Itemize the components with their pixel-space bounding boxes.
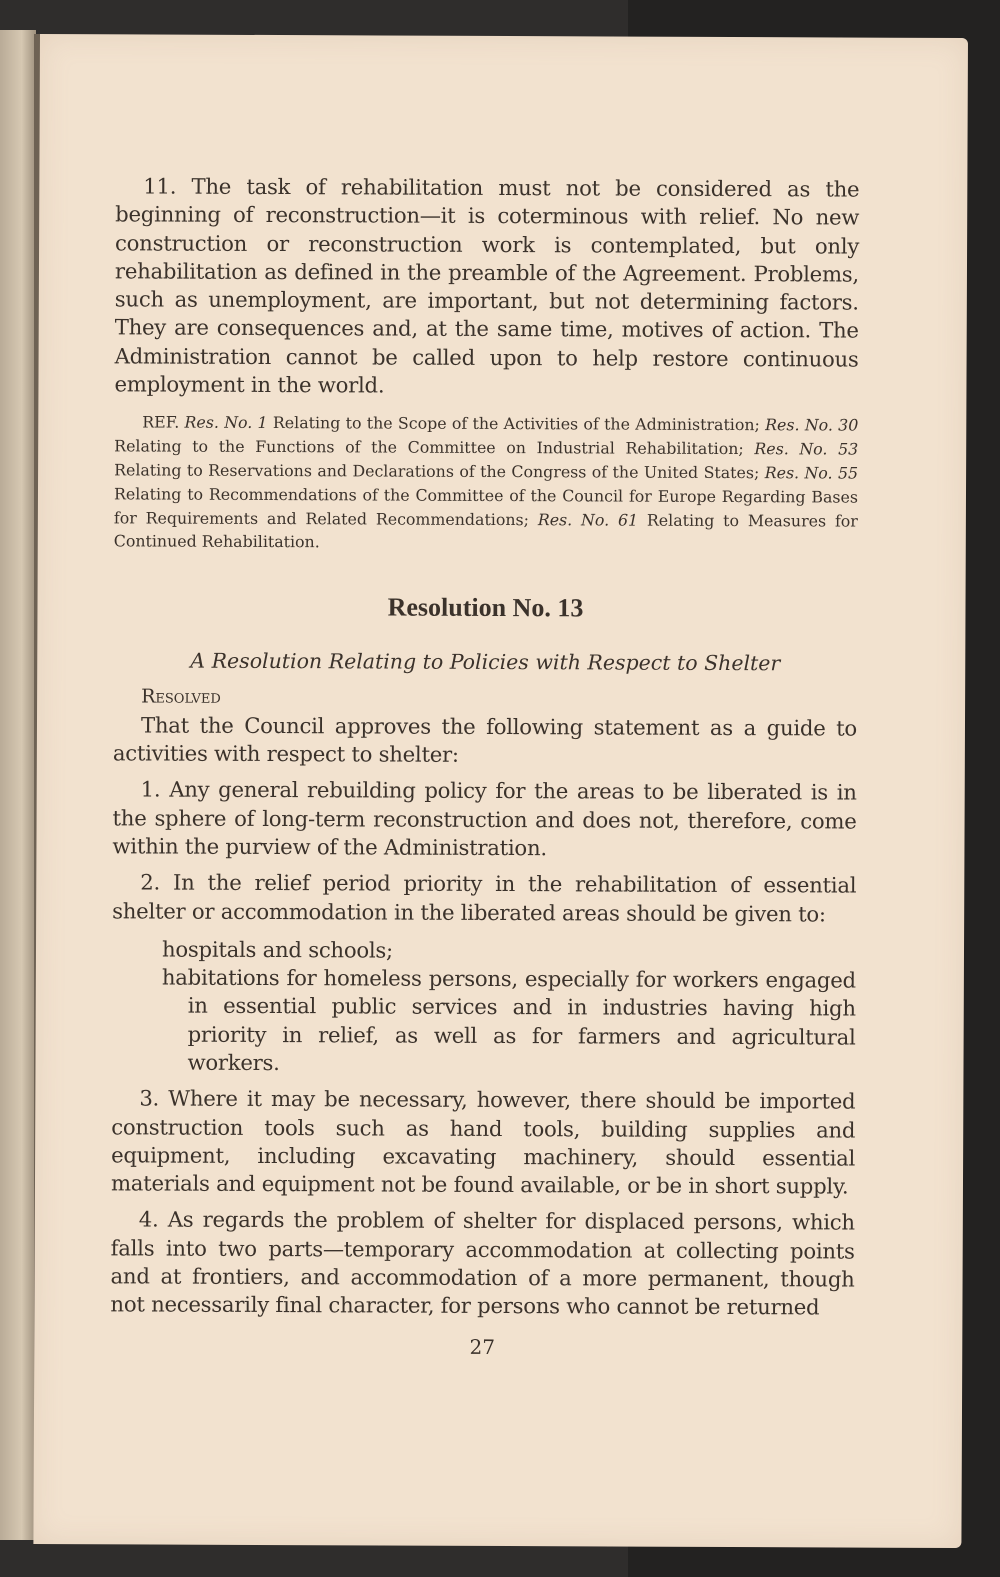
ref-text: Relating to Measures for Continued Rehabilitation. [113,510,858,552]
page-content [110,172,859,1360]
list-item: habitations for homeless persons, especially for workers engaged in essential public services and in industries having high priority in relief, as well as for farmers and agricultural workers. [161,964,856,1076]
list-item: hospitals and schools; [161,936,393,963]
resolution-intro: That the Council approves the following statement as a guide to activities with respect to shelter: [112,712,858,767]
paragraph-11: 11. The task of rehabilitation must not be considered as the beginning of reconstruction—it is coterminous with relief. No new construction or reconstruction work is contemplated, but only rehabilitation as defined in the preamble of the Agreement. Problems, such as unemployment, are important, but not determining factors. They are consequences and, at the same time, motives of action. The Administration cannot be called upon to help restore continuous employment in the world. [114,173,860,398]
ref-res: Res. No. 30 [765,415,859,435]
ref-text: Relating to Recommendations of the Committee of the Council for Europe Regarding Bases for Requirements and Related Recommendations; [113,484,859,529]
ref-prefix: REF. [142,412,180,432]
priority-list [161,935,856,1080]
point-4: 4. As regards the problem of shelter for displaced persons, which falls into two parts—temporary accommodation at collecting points and at frontiers, and accommodation of a more permanent, though not necessarily final character, for persons who cannot be returned [110,1206,855,1320]
book-spine [0,30,36,1540]
ref-res: Res. No. 53 [754,439,859,459]
ref-text: Relating to the Scope of the Activities of the Administration; [267,413,766,435]
reference-note [114,411,859,557]
ref-res: Res. No. 61 [537,509,639,530]
ref-text: Relating to Reservations and Declarations of the Congress of the United States; [114,460,765,483]
ref-text: Relating to the Functions of the Committee on Industrial Rehabilitation; [114,436,755,459]
point-2: 2. In the relief period priority in the rehabilitation of essential shelter or accommodation in the liberated areas should be given to: [112,869,857,926]
resolved-label: Resolved [141,685,221,708]
page-number: 27 [469,1334,496,1359]
point-3: 3. Where it may be necessary, however, there should be imported construction tools such as hand tools, building supplies and equipment, including excavating machinery, should essential materials and equipment not be found available, or be in short supply. [110,1085,856,1199]
ref-res: Res. No. 55 [764,463,859,483]
resolution-title: Resolution No. 13 [387,592,584,623]
resolution-subtitle: A Resolution Relating to Policies with Respect to Shelter [190,648,781,675]
book-page [33,34,968,1548]
ref-res: Res. No. 1 [184,413,268,433]
point-1: 1. Any general rebuilding policy for the areas to be liberated is in the sphere of long-term reconstruction and does not, therefore, come within the purview of the Administration. [112,776,857,861]
